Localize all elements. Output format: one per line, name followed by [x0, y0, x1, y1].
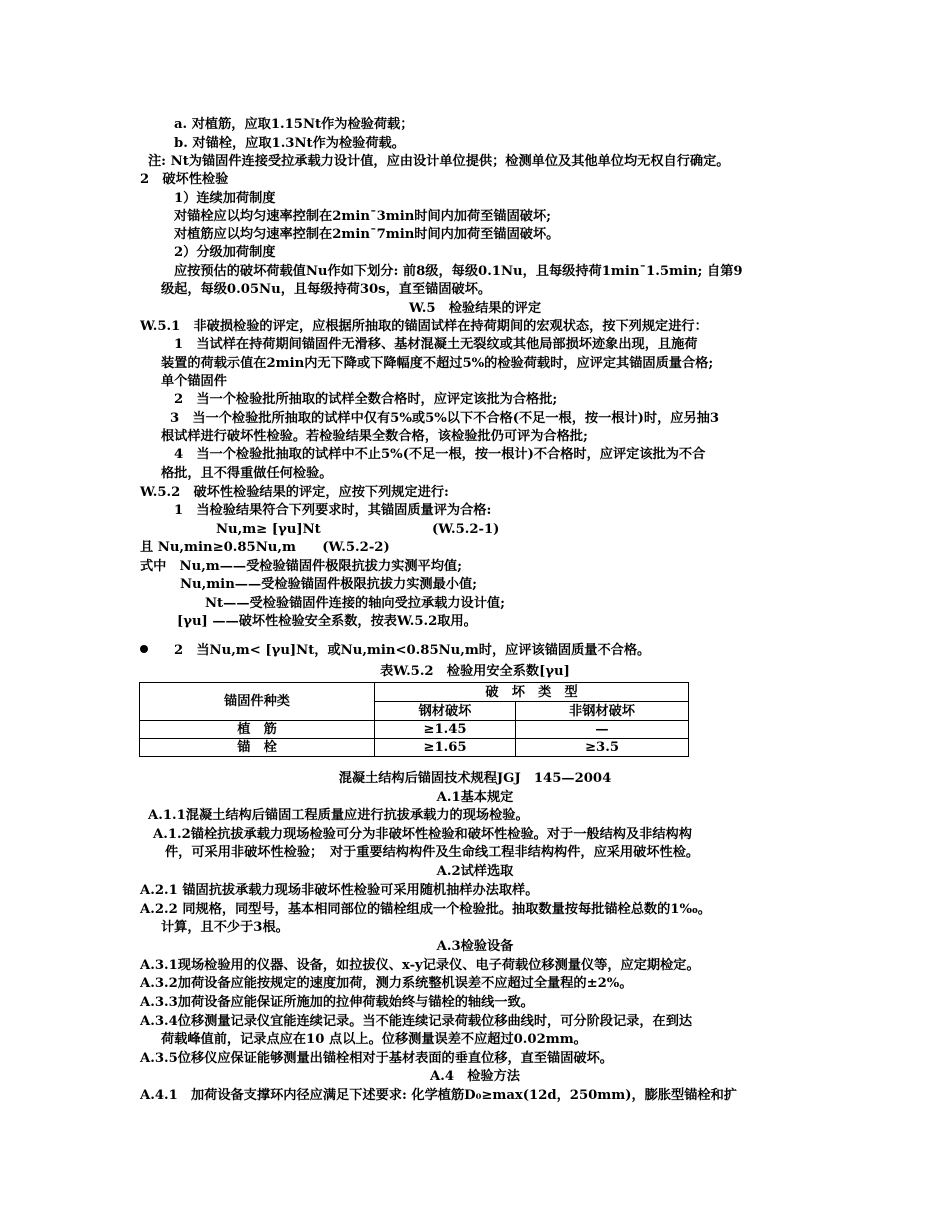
table-header-cell: 破 坏 类 型 — [375, 683, 689, 702]
text-line: [γu] ——破坏性检验安全系数，按表W.5.2取用。 — [177, 614, 477, 629]
table-row — [140, 739, 689, 757]
formula: 且 Nu,min≥0.85Nu,m (W.5.2-2) — [140, 540, 390, 555]
text-line: A.4.1 加荷设备支撑环内径应满足下述要求: 化学植筋D₀≥max(12d，250mm)，膨胀型锚栓和扩 — [140, 1088, 737, 1103]
text-line: 2 当一个检验批所抽取的试样全数合格时，应评定该批为合格批; — [174, 392, 558, 407]
text-line: 对植筋应以均匀速率控制在2min¯7min时间内加荷至锚固破坏。 — [174, 227, 560, 242]
text-line: A.3.5位移仪应保证能够测量出锚栓相对于基材表面的垂直位移，直至锚固破坏。 — [140, 1051, 613, 1066]
table-cell: 植 筋 — [140, 721, 375, 739]
text-line: A.3.4位移测量记录仪宜能连续记录。当不能连续记录荷载位移曲线时，可分阶段记录，在到达 — [140, 1014, 693, 1029]
text-line: A.3.1现场检验用的仪器、设备，如拉拔仪、x-y记录仪、电子荷载位移测量仪等，应定期检定。 — [140, 958, 700, 973]
section-title: 混凝土结构后锚固技术规程JGJ 145—2004 — [338, 771, 612, 786]
text-line: a. 对植筋，应取1.15Nt作为检验荷载； — [174, 117, 414, 132]
text-line: 式中 Nu,m——受检验锚固件极限抗拔力实测平均值; — [140, 559, 462, 574]
text-line: Nu,min——受检验锚固件极限抗拔力实测最小值; — [180, 577, 478, 592]
table-caption: 表W.5.2 检验用安全系数[γu] — [380, 664, 570, 679]
section-heading: 2 破坏性检验 — [140, 172, 229, 187]
text-line: 对锚栓应以均匀速率控制在2min¯3min时间内加荷至锚固破坏; — [174, 209, 552, 224]
text-line: A.2.1 锚固抗拔承载力现场非破坏性检验可采用随机抽样办法取样。 — [140, 883, 539, 898]
table-cell: ≥1.65 — [375, 739, 516, 757]
text-line: Nt——受检验锚固件连接的轴向受拉承载力设计值; — [205, 596, 505, 611]
text-line: 1）连续加荷制度 — [174, 191, 276, 206]
table-cell: ≥1.45 — [375, 721, 516, 739]
table-cell: 锚 栓 — [140, 739, 375, 757]
table-header-cell: 钢材破坏 — [375, 702, 516, 721]
formula: Nu,m≥ [γu]Nt — [216, 522, 321, 537]
section-heading: A.2试样选取 — [436, 864, 514, 879]
section-heading: A.4 检验方法 — [430, 1069, 520, 1084]
table-cell: ≥3.5 — [516, 739, 689, 757]
text-line: 1 当试样在持荷期间锚固件无滑移、基材混凝土无裂纹或其他局部损坏迹象出现，且施荷 — [174, 337, 698, 352]
text-line: 单个锚固件 — [161, 374, 227, 389]
text-line: 4 当一个检验批抽取的试样中不止5%(不足一根，按一根计)不合格时，应评定该批为不合 — [174, 447, 706, 462]
table-header-cell: 非钢材破坏 — [516, 702, 689, 721]
text-line: A.2.2 同规格，同型号，基本相同部位的锚栓组成一个检验批。抽取数量按每批锚栓总数的1‰。 — [140, 902, 711, 917]
safety-factor-table — [139, 682, 689, 757]
text-line: 应按预估的破坏荷载值Nu作如下划分: 前8级，每级0.1Nu，且每级持荷1min¯1.5min; 自第9 — [174, 264, 743, 279]
section-heading: A.1基本规定 — [436, 790, 514, 805]
table-cell: — — [516, 721, 689, 739]
text-line: 1 当检验结果符合下列要求时，其锚固质量评为合格: — [174, 503, 492, 518]
bullet-icon — [140, 645, 148, 653]
text-line: 格批，且不得重做任何检验。 — [161, 466, 333, 481]
section-heading: W.5 检验结果的评定 — [408, 301, 542, 316]
text-line: 根试样进行破坏性检验。若检验结果全数合格，该检验批仍可评为合格批; — [161, 429, 588, 444]
formula-number: (W.5.2-1) — [432, 522, 500, 537]
text-line: 2）分级加荷制度 — [174, 245, 276, 260]
text-line: A.1.1混凝土结构后锚固工程质量应进行抗拔承载力的现场检验。 — [148, 808, 529, 823]
text-line: 计算，且不少于3根。 — [161, 920, 289, 935]
table-header-cell: 锚固件种类 — [140, 683, 375, 721]
text-line: A.1.2锚栓抗拔承载力现场检验可分为非破坏性检验和破坏性检验。对于一般结构及非结构构 — [153, 827, 692, 842]
table-row — [140, 721, 689, 739]
text-line: 3 当一个检验批所抽取的试样中仅有5%或5%以下不合格(不足一根，按一根计)时，应另抽3 — [170, 411, 719, 426]
text-line: 装置的荷载示值在2min内无下降或下降幅度不超过5%的检验荷载时，应评定其锚固质量合格; — [161, 356, 714, 371]
section-heading: A.3检验设备 — [436, 939, 514, 954]
text-line: 件，可采用非破坏性检验； 对于重要结构构件及生命线工程非结构构件，应采用破坏性检。 — [165, 845, 700, 860]
text-line: 荷载峰值前，记录点应在10 点以上。位移测量误差不应超过0.02mm。 — [161, 1032, 587, 1047]
text-line: 2 当Nu,m< [γu]Nt，或Nu,min<0.85Nu,m时，应评该锚固质量不合格。 — [174, 643, 651, 658]
text-line: b. 对锚栓，应取1.3Nt作为检验荷载。 — [174, 136, 405, 151]
text-line: W.5.1 非破损检验的评定，应根据所抽取的锚固试样在持荷期间的宏观状态，按下列规定进行： — [140, 319, 708, 334]
text-line: A.3.2加荷设备应能按规定的速度加荷，测力系统整机误差不应超过全量程的±2%。 — [140, 976, 633, 991]
note-line: 注: Nt为锚固件连接受拉承载力设计值，应由设计单位提供；检测单位及其他单位均无权自行确定。 — [148, 154, 730, 169]
text-line: W.5.2 破坏性检验结果的评定，应按下列规定进行: — [140, 485, 449, 500]
text-line: 级起，每级0.05Nu，且每级持荷30s，直至锚固破坏。 — [161, 282, 492, 297]
text-line: A.3.3加荷设备应能保证所施加的拉伸荷载始终与锚栓的轴线一致。 — [140, 995, 534, 1010]
